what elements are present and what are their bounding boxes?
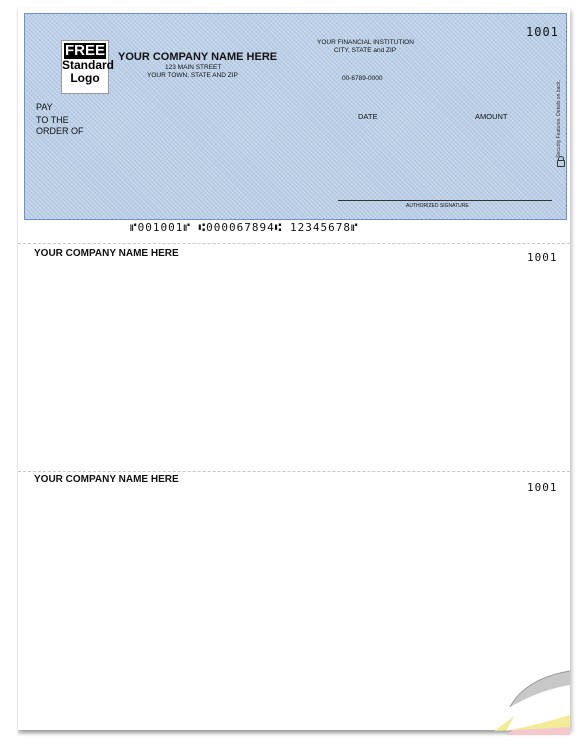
logo-logo-text: Logo	[70, 71, 100, 85]
stub-1-company-name: YOUR COMPANY NAME HERE	[34, 248, 179, 259]
perforation-line-1	[18, 243, 570, 244]
date-label: DATE	[358, 112, 378, 121]
routing-fraction: 00-6789-0000	[342, 75, 383, 82]
order-of-label: ORDER OF	[36, 126, 84, 136]
company-city-state-zip: YOUR TOWN, STATE AND ZIP	[147, 72, 238, 79]
logo-standard-text: Standard	[62, 58, 115, 72]
authorized-signature-label: AUTHORIZED SIGNATURE	[406, 203, 469, 209]
check-sheet	[18, 8, 570, 730]
check-number: 1001	[526, 25, 559, 39]
stub-1-check-number: 1001	[527, 251, 558, 264]
amount-label: AMOUNT	[475, 112, 508, 121]
stub-2-company-name: YOUR COMPANY NAME HERE	[34, 474, 179, 485]
padlock-icon	[557, 160, 565, 167]
to-the-label: TO THE	[36, 115, 69, 125]
logo-free-text: FREE	[64, 42, 105, 59]
bank-city-state-zip: CITY, STATE and ZIP	[334, 47, 397, 54]
signature-line	[338, 200, 552, 201]
company-logo-placeholder	[61, 40, 115, 94]
stub-2-check-number: 1001	[527, 481, 558, 494]
perforation-line-2	[18, 471, 570, 472]
page-curl-carbon-copies	[476, 645, 570, 735]
security-features-text: Security Features. Details on back.	[556, 80, 562, 158]
company-name: YOUR COMPANY NAME HERE	[118, 51, 278, 63]
micr-line: ⑈001001⑈ ⑆000067894⑆ 12345678⑈	[130, 221, 359, 234]
check-body	[24, 13, 567, 220]
pay-label: PAY	[36, 102, 53, 112]
company-street: 123 MAIN STREET	[165, 64, 222, 71]
bank-name: YOUR FINANCIAL INSTITUTION	[317, 39, 414, 46]
